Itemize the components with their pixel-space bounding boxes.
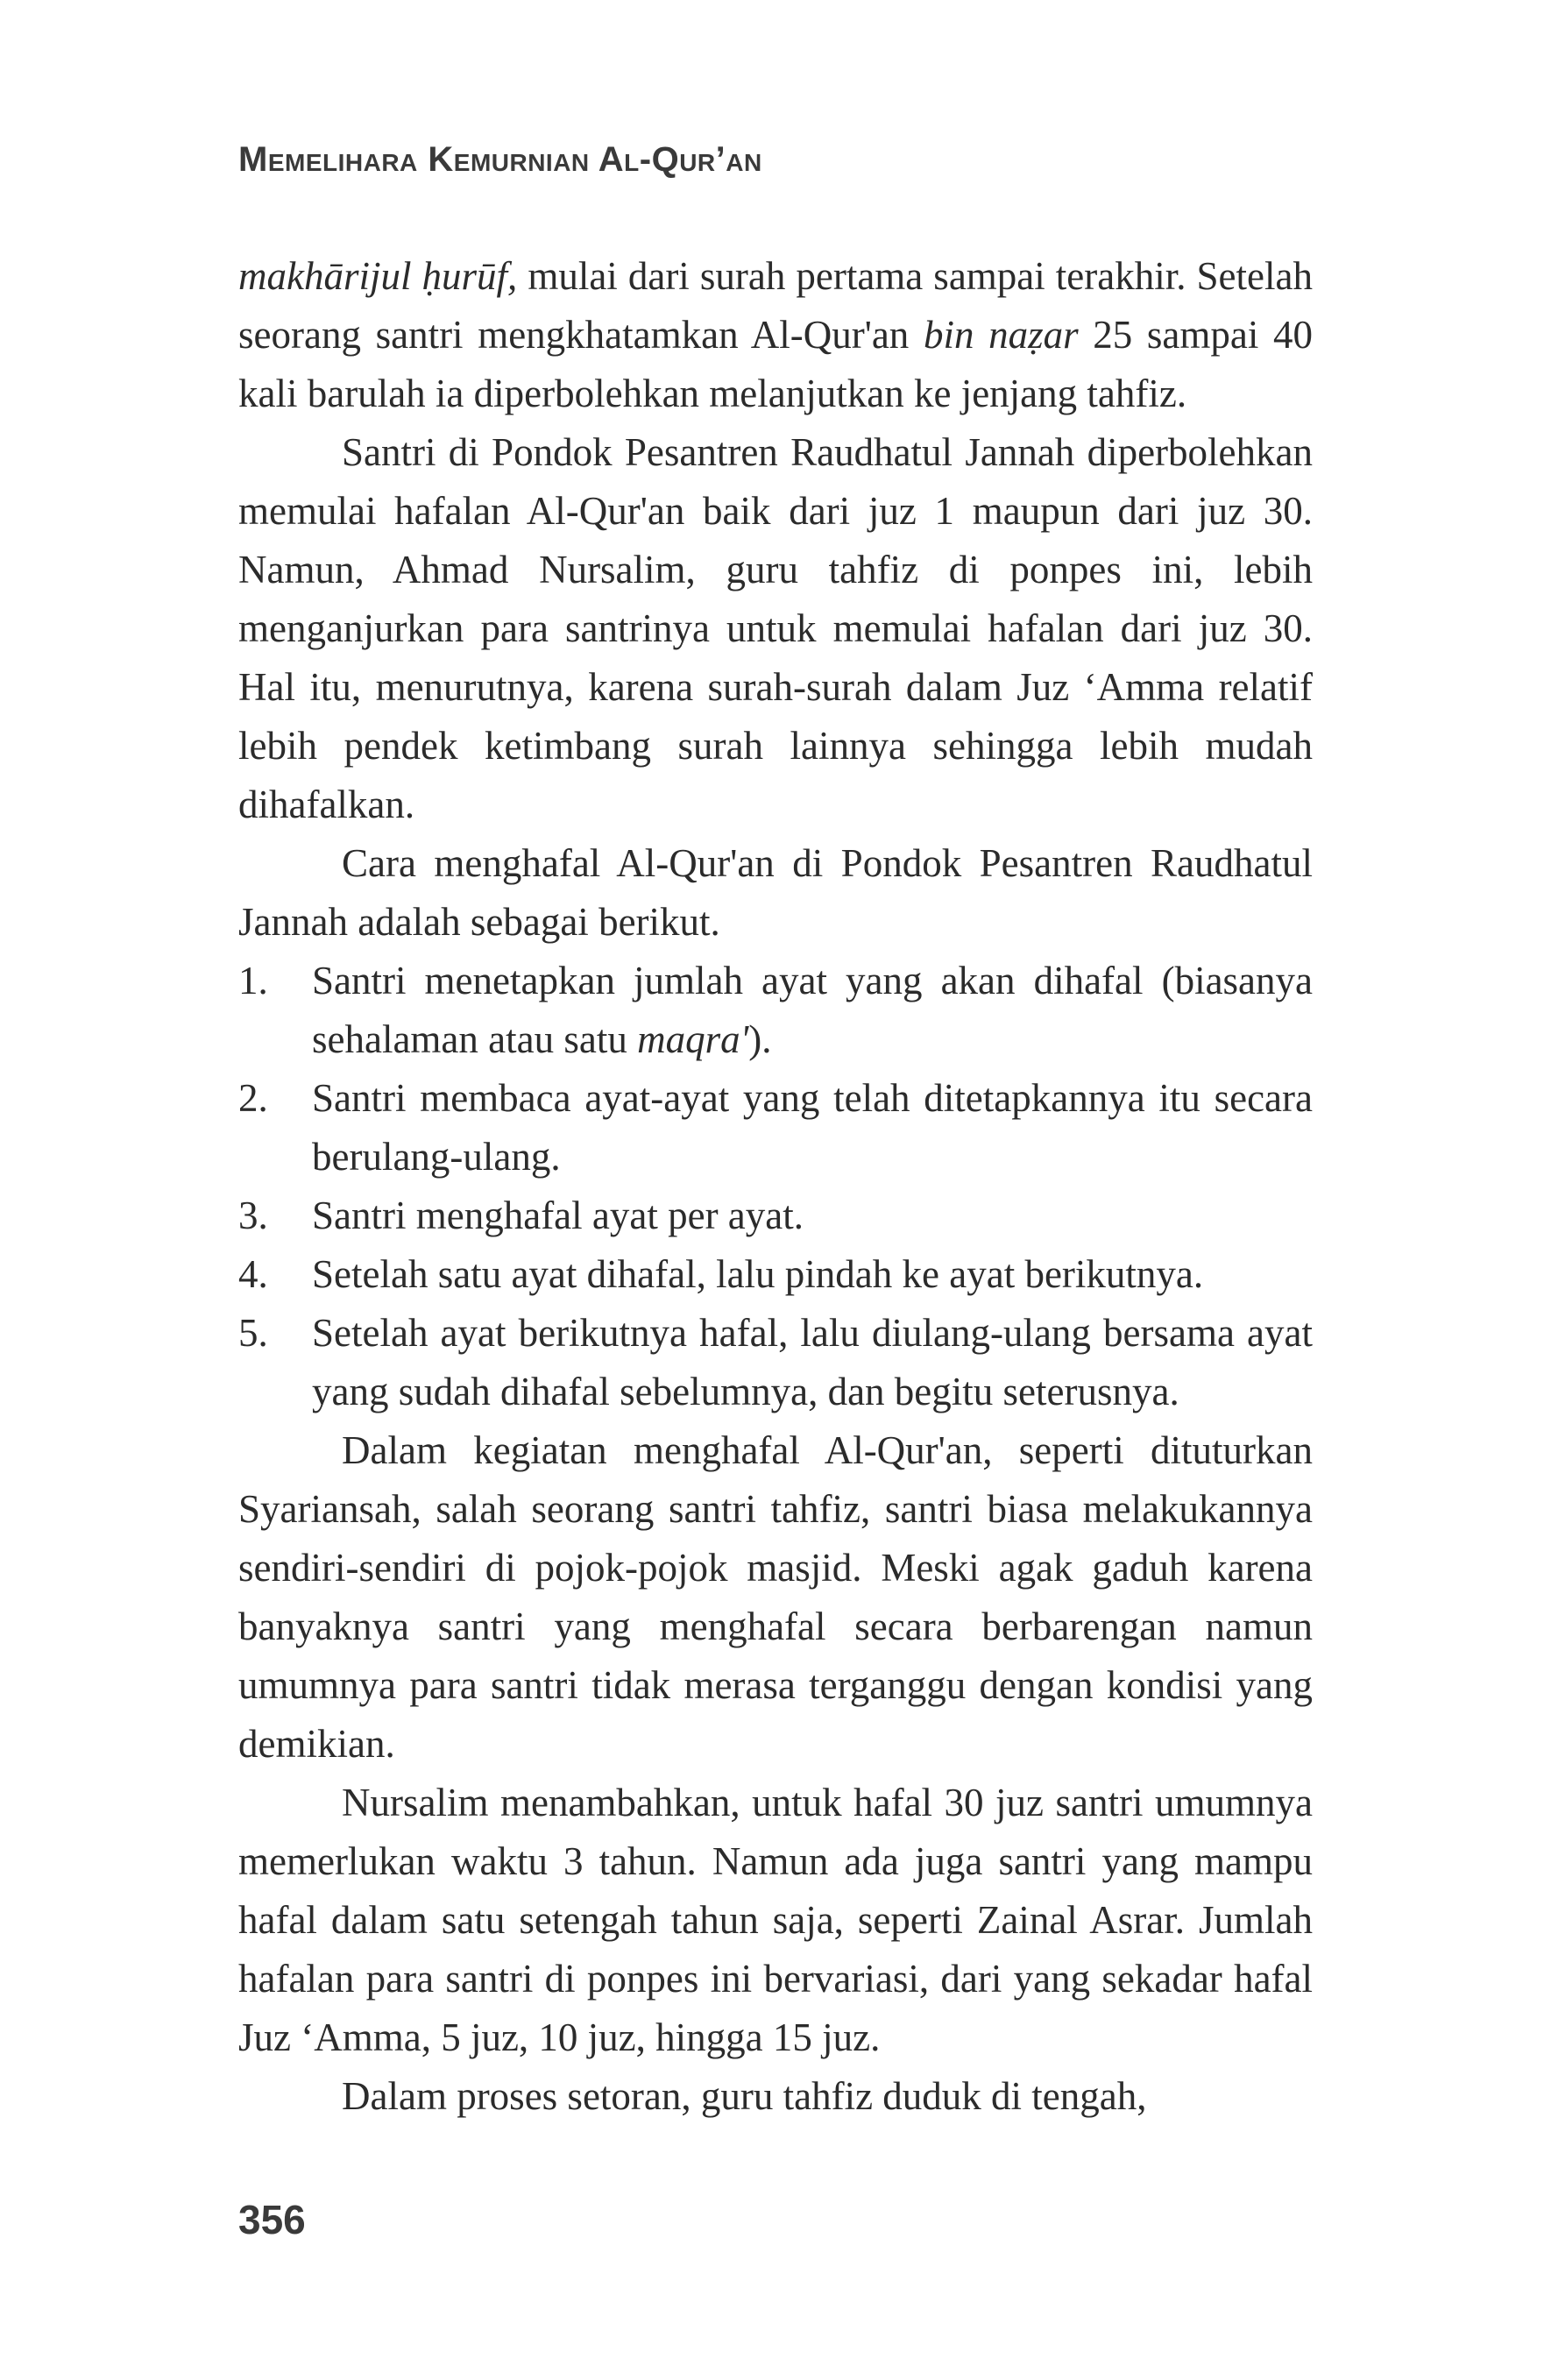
list-text: Setelah satu ayat dihafal, lalu pindah ke ayat berikutnya. bbox=[312, 1252, 1204, 1296]
list-item bbox=[238, 952, 1313, 1069]
paragraph-proses-setoran: Dalam proses setoran, guru tahfiz duduk di tengah, bbox=[342, 2074, 1147, 2118]
list-number: 2. bbox=[238, 1076, 268, 1120]
term-maqra: maqra' bbox=[637, 1017, 749, 1061]
body-text bbox=[238, 247, 1313, 2126]
list-number: 1. bbox=[238, 959, 268, 1002]
paragraph-continuation bbox=[238, 247, 1313, 423]
paragraph-cara-menghafal: Cara menghafal Al-Qur'an di Pondok Pesantren Raudhatul Jannah adalah sebagai berikut. bbox=[238, 841, 1313, 944]
list-number: 3. bbox=[238, 1194, 268, 1237]
list-text: Setelah ayat berikutnya hafal, lalu diulang-ulang bersama ayat yang sudah dihafal sebelumnya, dan begitu seterusnya. bbox=[312, 1311, 1313, 1413]
paragraph-text: mulai dari surah pertama sampai terakhir. Setelah seorang santri mengkhatamkan Al-Qur'an bbox=[238, 254, 1313, 357]
list-item bbox=[238, 1304, 1313, 1421]
list-item bbox=[238, 1186, 1313, 1245]
page-number: 356 bbox=[238, 2197, 306, 2242]
list-text: Santri menghafal ayat per ayat. bbox=[312, 1194, 804, 1237]
list-number: 5. bbox=[238, 1311, 268, 1355]
term-bin-nazar: bin naẓar bbox=[923, 313, 1079, 357]
term-makharijul-huruf: makhārijul ḥurūf, bbox=[238, 254, 518, 298]
running-head: Memelihara Kemurnian Al-Qur’an bbox=[238, 140, 762, 179]
list-text: Santri membaca ayat-ayat yang telah ditetapkannya itu secara berulang-ulang. bbox=[312, 1076, 1313, 1179]
list-item bbox=[238, 1245, 1313, 1304]
list-item bbox=[238, 1069, 1313, 1186]
list-text: Santri menetapkan jumlah ayat yang akan dihafal (biasanya sehalaman atau satu bbox=[312, 959, 1313, 1061]
list-number: 4. bbox=[238, 1252, 268, 1296]
paragraph-text: 25 sampai 40 kali barulah ia diperbolehkan melanjutkan ke jenjang tahfiz. bbox=[238, 313, 1314, 415]
paragraph-memulai-hafalan: Santri di Pondok Pesantren Raudhatul Jannah diperbolehkan memulai hafalan Al-Qur'an baik dari juz 1 maupun dari juz 30. Namun, Ahmad Nursalim, guru tahfiz di ponpes ini, lebih menganjurkan para santrinya untuk memulai hafalan dari juz 30. Hal itu, menurutnya, karena surah-surah dalam Juz ‘Amma relatif lebih pendek ketimbang surah lainnya sehingga lebih mudah dihafalkan. bbox=[238, 430, 1313, 826]
paragraph-kegiatan-menghafal: Dalam kegiatan menghafal Al-Qur'an, seperti dituturkan Syariansah, salah seorang santri tahfiz, santri biasa melakukannya sendiri-sendiri di pojok-pojok masjid. Meski agak gaduh karena banyaknya santri yang menghafal secara berbarengan namun umumnya para santri tidak merasa terganggu dengan kondisi yang demikian. bbox=[238, 1428, 1313, 1766]
list-text-end: ). bbox=[748, 1017, 772, 1061]
steps-list bbox=[238, 952, 1313, 1421]
paragraph-waktu-hafalan: Nursalim menambahkan, untuk hafal 30 juz santri umumnya memerlukan waktu 3 tahun. Namun ada juga santri yang mampu hafal dalam satu setengah tahun saja, seperti Zainal Asrar. Jumlah hafalan para santri di ponpes ini bervariasi, dari yang sekadar hafal Juz ‘Amma, 5 juz, 10 juz, hingga 15 juz. bbox=[238, 1781, 1313, 2059]
